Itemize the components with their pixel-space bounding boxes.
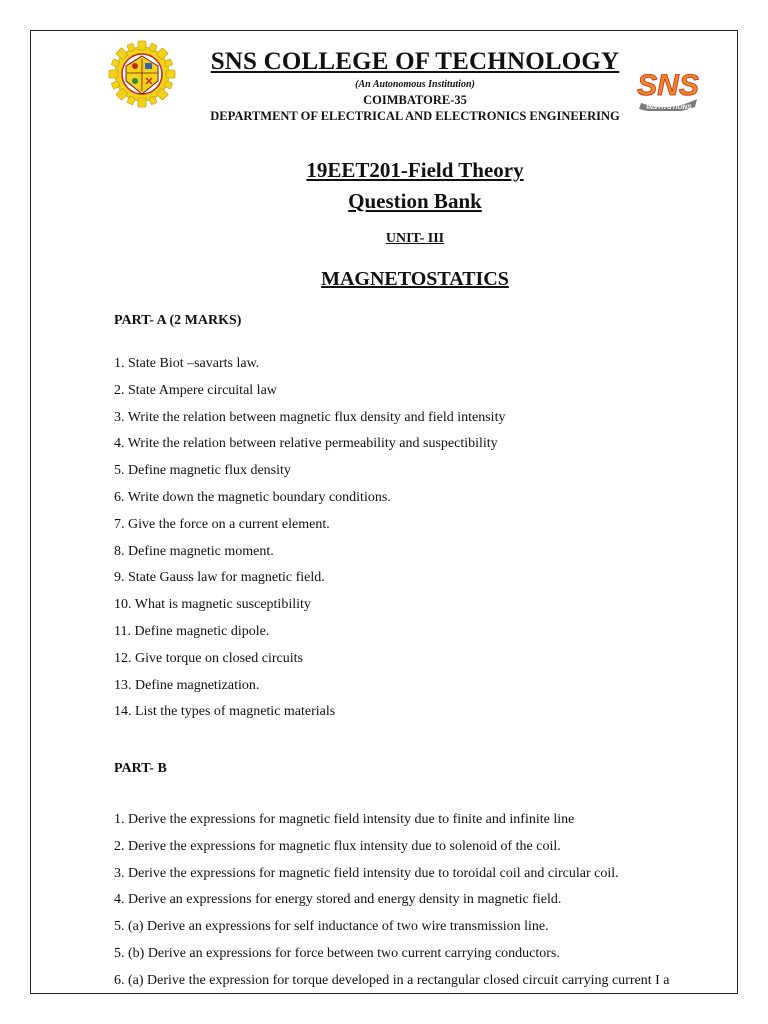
page-border <box>30 30 738 994</box>
college-city: COIMBATORE-35 <box>363 93 467 107</box>
part-a-heading: PART- A (2 MARKS) <box>114 313 242 328</box>
list-item: 1. State Biot –savarts law. <box>114 356 260 371</box>
list-item: 4. Derive an expressions for energy stored and energy density in magnetic field. <box>114 892 562 908</box>
part-b-question-list <box>114 807 669 994</box>
list-item: 4. Write the relation between relative permeability and suspectibility <box>114 436 498 452</box>
list-item: 8. Define magnetic moment. <box>114 543 274 559</box>
part-b-heading: PART- B <box>114 761 167 776</box>
list-item: 13. Define magnetization. <box>114 677 260 693</box>
list-item: 3. Write the relation between magnetic flux density and field intensity <box>114 409 506 425</box>
unit-label: UNIT- III <box>385 231 445 246</box>
list-item: 1. Derive the expressions for magnetic field intensity due to finite and infinite line <box>114 812 575 827</box>
course-title: 19EET201-Field Theory <box>306 158 524 182</box>
college-department: DEPARTMENT OF ELECTRICAL AND ELECTRONICS ENGINEERING <box>210 109 620 123</box>
list-item: 5. Define magnetic flux density <box>114 463 291 479</box>
list-item: 10. What is magnetic susceptibility <box>114 597 311 613</box>
college-name: SNS COLLEGE OF TECHNOLOGY <box>210 48 620 75</box>
header <box>31 31 737 141</box>
list-item: 7. Give the force on a current element. <box>114 516 330 532</box>
sns-logo-subtext: INSTITUTIONS <box>646 104 692 111</box>
list-item: 6. Write down the magnetic boundary conditions. <box>114 489 391 505</box>
part-a-question-list <box>114 351 505 726</box>
list-item: 2. State Ampere circuital law <box>114 382 277 398</box>
topic-title: MAGNETOSTATICS <box>321 268 509 290</box>
list-item: 5. (a) Derive an expressions for self inductance of two wire transmission line. <box>114 919 549 935</box>
list-item: 9. State Gauss law for magnetic field. <box>114 570 325 586</box>
list-item: 12. Give torque on closed circuits <box>114 650 303 666</box>
college-subtitle: (An Autonomous Institution) <box>355 79 475 90</box>
sns-logo-text: SNS <box>637 69 699 102</box>
list-item: 6. (a) Derive the expression for torque developed in a rectangular closed circuit carrying current I a <box>114 972 670 988</box>
list-item: 11. Define magnetic dipole. <box>114 623 270 639</box>
document-type: Question Bank <box>348 189 482 213</box>
list-item: 3. Derive the expressions for magnetic field intensity due to toroidal coil and circular coil. <box>114 865 619 881</box>
list-item: 2. Derive the expressions for magnetic flux intensity due to solenoid of the coil. <box>114 838 561 854</box>
sns-institutions-logo <box>635 59 701 111</box>
list-item: 14. List the types of magnetic materials <box>114 704 336 720</box>
list-item: 5. (b) Derive an expressions for force between two current carrying conductors. <box>114 945 560 961</box>
